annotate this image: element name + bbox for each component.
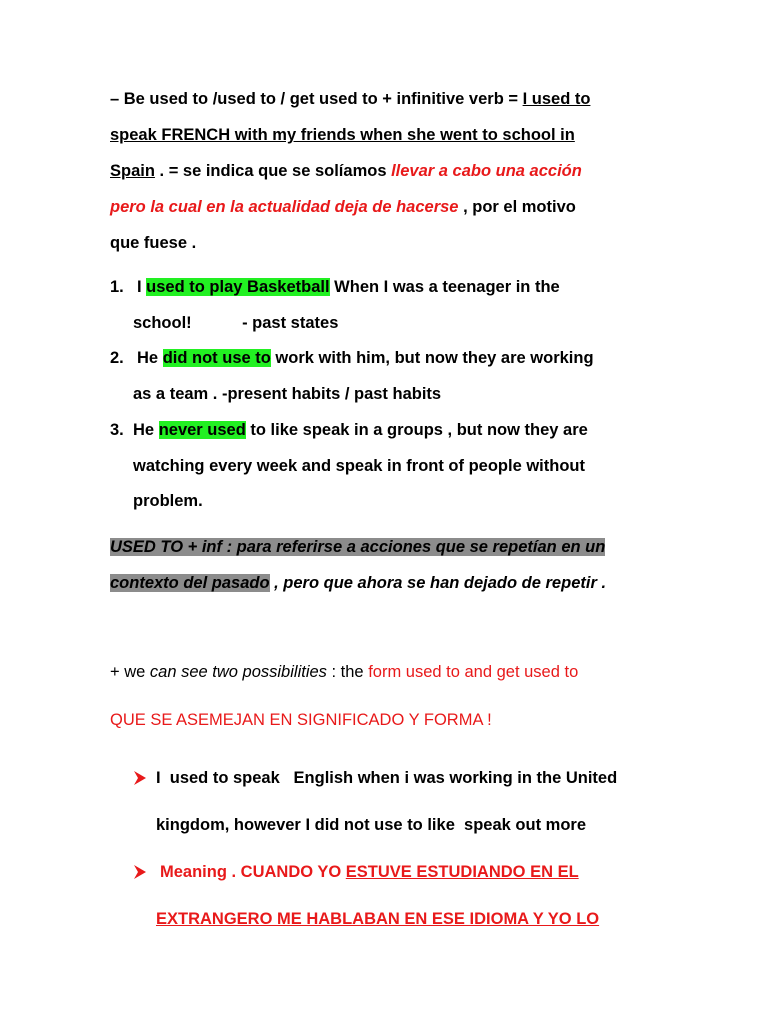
rule-line-2: contexto del pasado , pero que ahora se han dejado de repetir . (110, 574, 607, 592)
list-item-2-line-2: as a team . -present habits / past habits (133, 385, 442, 403)
arrow-bullet-icon (133, 770, 147, 786)
intro-line-3: Spain . = se indica que se solíamos llevar a cabo una acción (110, 162, 582, 180)
intro-line-4: pero la cual en la actualidad deja de hacerse , por el motivo (110, 198, 576, 216)
list-item-1-line-1: I used to play Basketball When I was a teenager in the (137, 278, 560, 296)
list-item-3-line-2: watching every week and speak in front of people without (133, 457, 585, 475)
intro-line-1: – Be used to /used to / get used to + infinitive verb = I used to (110, 90, 591, 108)
possibilities-line-2: QUE SE ASEMEJAN EN SIGNIFICADO Y FORMA ! (110, 711, 492, 729)
green-highlight: used to play Basketball (146, 278, 330, 296)
gray-highlight: USED TO + inf : para referirse a acciones que se repetían en un (110, 538, 606, 556)
intro-example-start: I used to (522, 90, 591, 108)
gray-highlight: contexto del pasado (110, 574, 270, 592)
bullet-2-line-2: EXTRANGERO ME HABLABAN EN ESE IDIOMA Y YO LO (156, 910, 600, 928)
list-item-1-line-2: school! - past states (133, 314, 339, 332)
green-highlight: never used (158, 421, 246, 439)
intro-line-5: que fuese . (110, 234, 197, 252)
bullet-2-line-1: Meaning . CUANDO YO ESTUVE ESTUDIANDO EN EL (160, 863, 579, 881)
list-number-2: 2. (110, 349, 124, 367)
arrow-bullet-icon (133, 864, 147, 880)
possibilities-line-1: + we can see two possibilities : the form used to and get used to (110, 663, 579, 681)
bullet-1-line-2: kingdom, however I did not use to like speak out more (156, 816, 586, 834)
list-number-1: 1. (110, 278, 124, 296)
list-item-2-line-1: He did not use to work with him, but now they are working (137, 349, 594, 367)
bullet-1-line-1: I used to speak English when i was working in the United (156, 769, 618, 787)
list-item-3-line-1: He never used to like speak in a groups , but now they are (133, 421, 588, 439)
green-highlight: did not use to (162, 349, 271, 367)
intro-line-2: speak FRENCH with my friends when she went to school in (110, 126, 575, 144)
intro-red-phrase: llevar a cabo una acción (391, 162, 582, 180)
list-number-3: 3. (110, 421, 124, 439)
list-item-3-line-3: problem. (133, 492, 203, 510)
rule-line-1 (110, 537, 605, 557)
